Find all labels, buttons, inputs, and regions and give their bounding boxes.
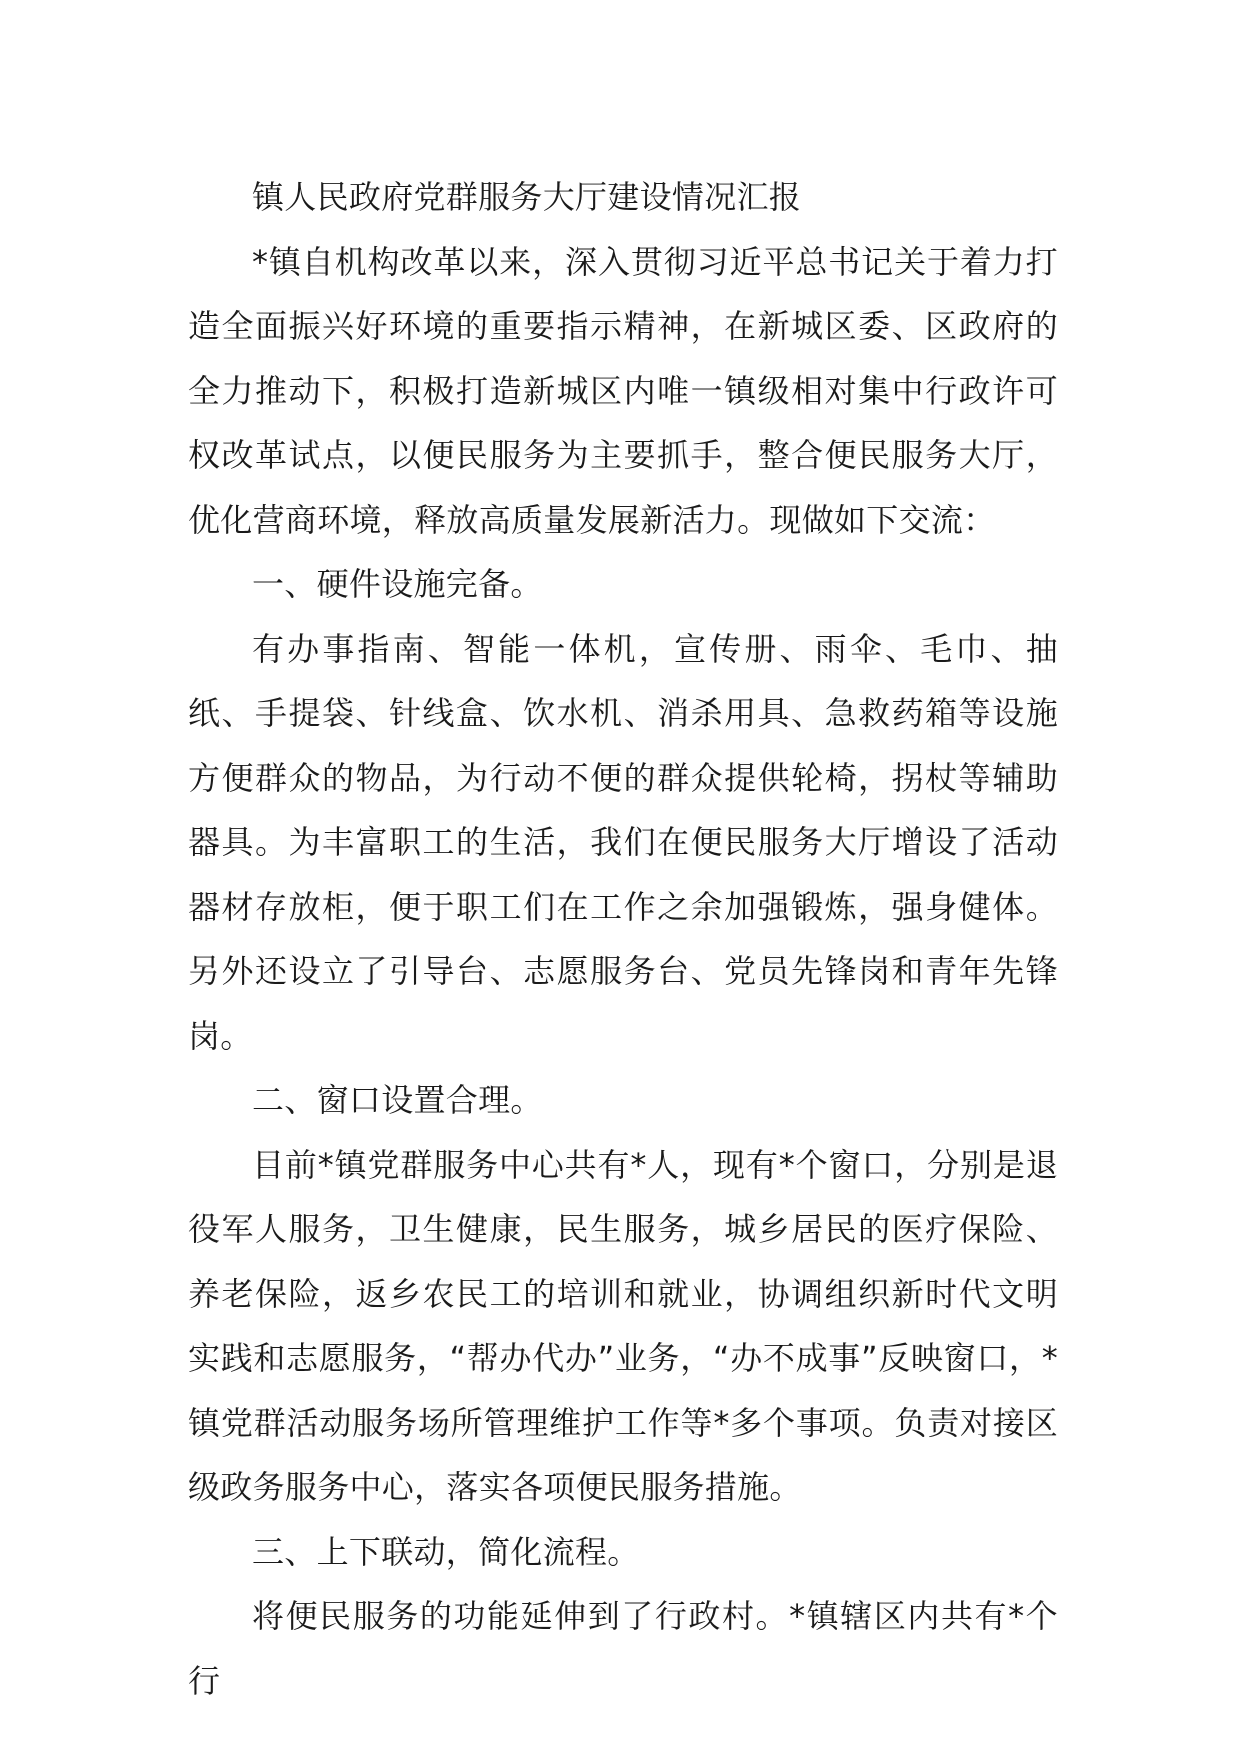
section-body-hardware: 有办事指南、智能一体机，宣传册、雨伞、毛巾、抽纸、手提袋、针线盒、饮水机、消杀用具、急救药箱等设施方便群众的物品，为行动不便的群众提供轮椅，拐杖等辅助器具。为丰富职工的生活，我们在便民服务大厅增设了活动器材存放柜，便于职工们在工作之余加强锻炼，强身健体。另外还设立了引导台、志愿服务台、党员先锋岗和青年先锋岗。 (188, 629, 1058, 1055)
document-body (188, 165, 1058, 1713)
section-body-linkage: 将便民服务的功能延伸到了行政村。*镇辖区内共有*个行 (188, 1597, 1058, 1700)
section-heading-hardware: 一、硬件设施完备。 (252, 565, 543, 603)
section-heading-linkage: 三、上下联动，简化流程。 (252, 1532, 640, 1571)
section-heading-windows: 二、窗口设置合理。 (252, 1081, 543, 1119)
document-title: 镇人民政府党群服务大厅建设情况汇报 (252, 178, 802, 216)
section-body-windows: 目前*镇党群服务中心共有*人，现有*个窗口，分别是退役军人服务，卫生健康，民生服务，城乡居民的医疗保险、养老保险，返乡农民工的培训和就业，协调组织新时代文明实践和志愿服务，“帮办代办”业务，“办不成事”反映窗口，*镇党群活动服务场所管理维护工作等*多个事项。负责对接区级政务服务中心，落实各项便民服务措施。 (188, 1145, 1058, 1506)
intro-paragraph: *镇自机构改革以来，深入贯彻习近平总书记关于着力打造全面振兴好环境的重要指示精神，在新城区委、区政府的全力推动下，积极打造新城区内唯一镇级相对集中行政许可权改革试点，以便民服务为主要抓手，整合便民服务大厅，优化营商环境，释放高质量发展新活力。现做如下交流： (188, 242, 1058, 539)
